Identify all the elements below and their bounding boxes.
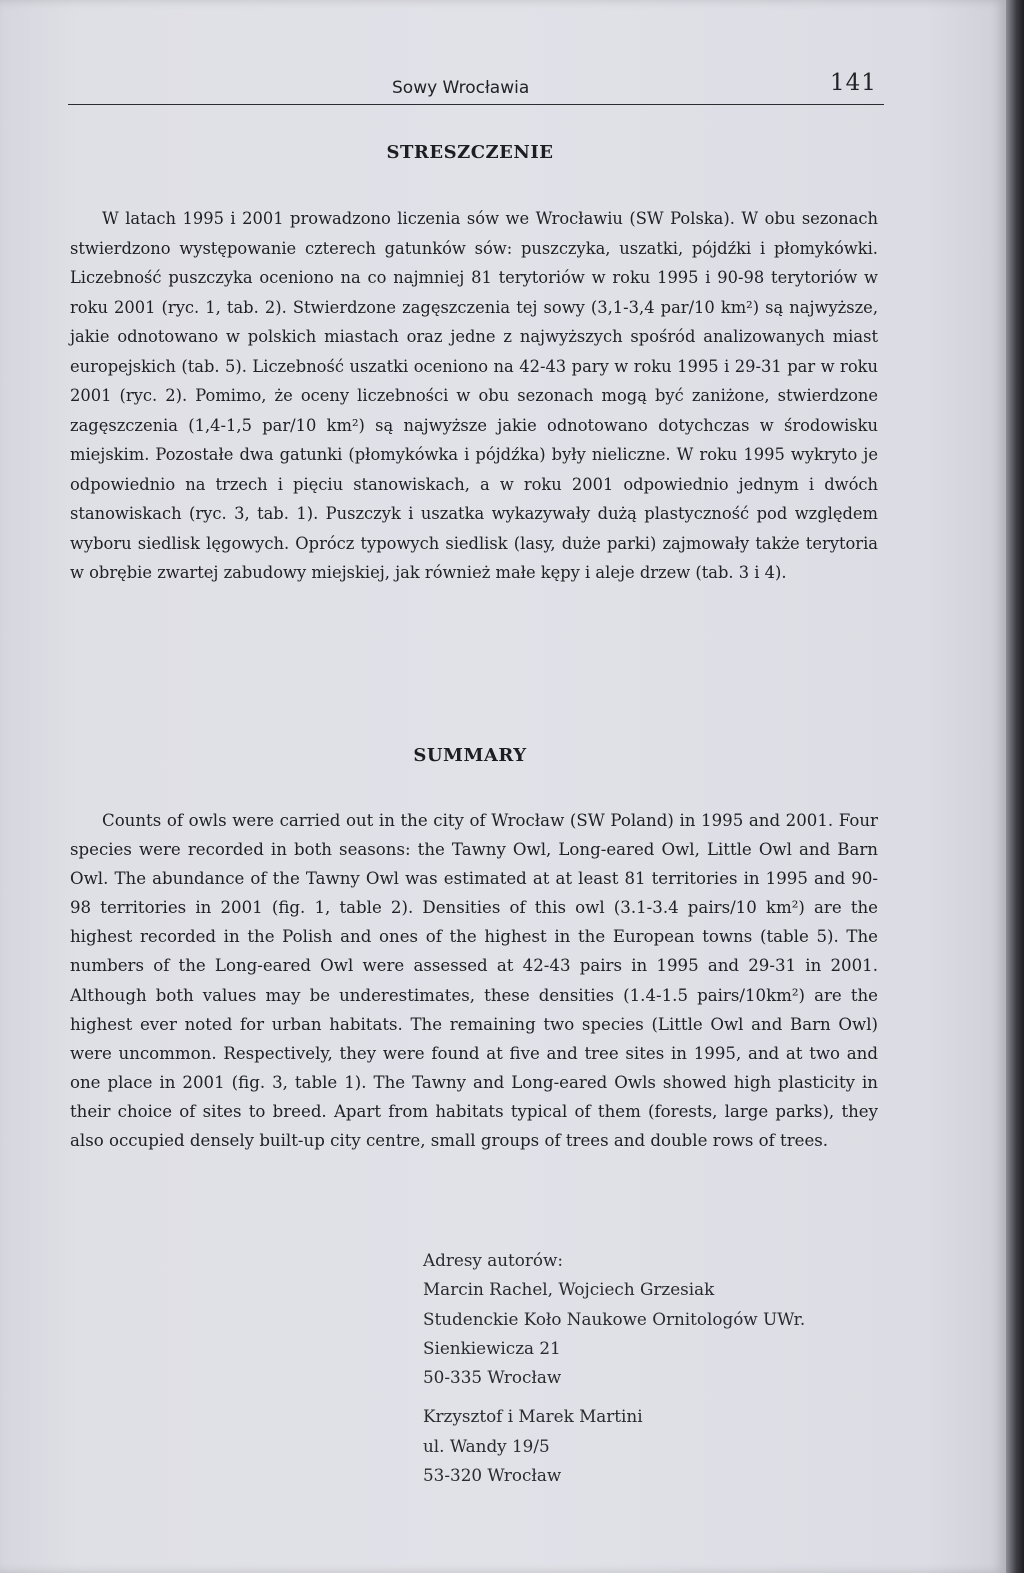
author-addresses [423, 1246, 805, 1490]
page-edge-shadow [1006, 0, 1024, 1573]
address-line: 53-320 Wrocław [423, 1465, 562, 1486]
address-block-gap [423, 1392, 805, 1402]
address-line: Studenckie Koło Naukowe Ornitologów UWr. [423, 1308, 806, 1329]
address-line: Marcin Rachel, Wojciech Grzesiak [423, 1279, 715, 1300]
streszczenie-heading: STRESZCZENIE [386, 142, 554, 163]
streszczenie-paragraph: W latach 1995 i 2001 prowadzono liczenia sów we Wrocławiu (SW Polska). W obu sezonach stwierdzono występowanie czterech gatunków sów: puszczyka, uszatki, pójdźki i płomykówki. Liczebność puszczyka oceniono na co najmniej 81 terytoriów w roku 1995 i 90-98 terytoriów w roku 2001 (ryc. 1, tab. 2). Stwierdzone zagęszczenia tej sowy (3,1-3,4 par/10 km²) są najwyższe, jakie odnotowano w polskich miastach oraz jedne z najwyższych spośród analizowanych miast europejskich (tab. 5). Liczebność uszatki oceniono na 42-43 pary w roku 1995 i 29-31 par w roku 2001 (ryc. 2). Pomimo, że oceny liczebności w obu sezonach mogą być zaniżone, stwierdzone zagęszczenia (1,4-1,5 par/10 km²) są najwyższe jakie odnotowano dotychczas w środowisku miejskim. Pozostałe dwa gatunki (płomykówka i pójdźka) były nieliczne. W roku 1995 wykryto je odpowiednio na trzech i pięciu stanowiskach, a w roku 2001 odpowiednio jednym i dwóch stanowiskach (ryc. 3, tab. 1). Puszczyk i uszatka wykazywały dużą plastyczność pod względem wyboru siedlisk lęgowych. Oprócz typowych siedlisk (lasy, duże parki) zajmowały także terytoria w obrębie zwartej zabudowy miejskiej, jak również małe kępy i aleje drzew (tab. 3 i 4). [70, 209, 878, 582]
addresses-label: Adresy autorów: [423, 1250, 564, 1270]
address-line: ul. Wandy 19/5 [423, 1435, 550, 1456]
summary-heading: SUMMARY [413, 745, 527, 766]
header-rule [68, 104, 884, 105]
address-line: Sienkiewicza 21 [423, 1337, 561, 1358]
summary-paragraph: Counts of owls were carried out in the city of Wrocław (SW Poland) in 1995 and 2001. Four species were recorded in both seasons: the Tawny Owl, Long-eared Owl, Little Owl and Barn Owl. The abundance of the Tawny Owl was estimated at at least 81 territories in 1995 and 90-98 territories in 2001 (fig. 1, table 2). Densities of this owl (3.1-3.4 pairs/10 km²) are the highest recorded in the Polish and ones of the highest in the European towns (table 5). The numbers of the Long-eared Owl were assessed at 42-43 pairs in 1995 and 29-31 in 2001. Although both values may be underestimates, these densities (1.4-1.5 pairs/10km²) are the highest ever noted for urban habitats. The remaining two species (Little Owl and Barn Owl) were uncommon. Respectively, they were found at five and tree sites in 1995, and at two and one place in 2001 (fig. 3, table 1). The Tawny and Long-eared Owls showed high plasticity in their choice of sites to breed. Apart from habitats typical of them (forests, large parks), they also occupied densely built-up city centre, small groups of trees and double rows of trees. [70, 811, 878, 1151]
address-line: 50-335 Wrocław [423, 1367, 562, 1388]
address-line: Krzysztof i Marek Martini [423, 1406, 643, 1427]
page-number: 141 [830, 70, 877, 96]
running-title: Sowy Wrocławia [392, 78, 530, 98]
